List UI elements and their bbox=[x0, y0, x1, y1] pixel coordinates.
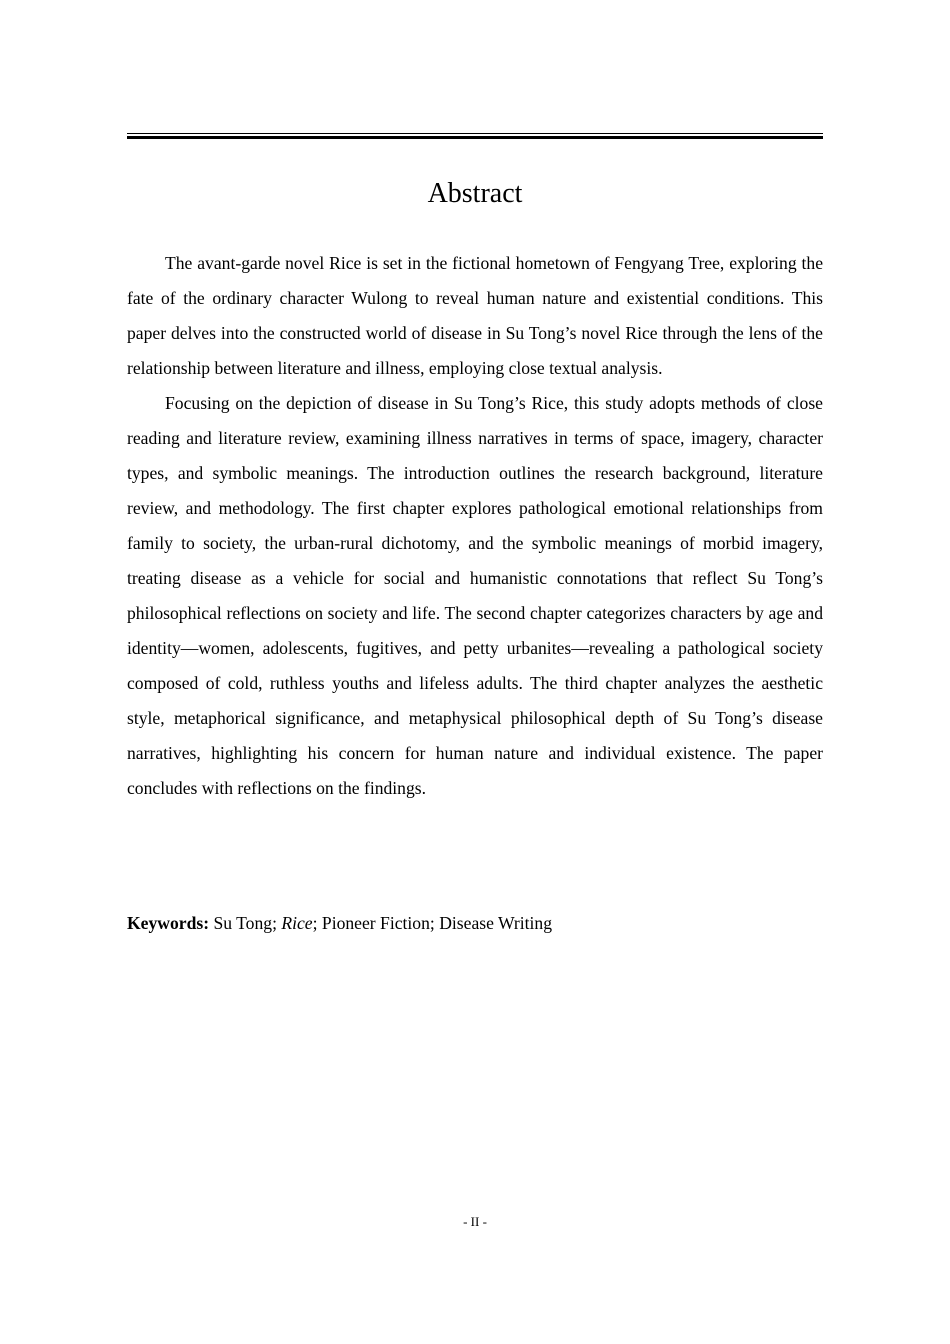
page-number: - II - bbox=[463, 1214, 487, 1229]
abstract-body bbox=[127, 246, 823, 806]
keywords-text-2: ; Pioneer Fiction; Disease Writing bbox=[312, 913, 553, 933]
keywords-label: Keywords: bbox=[127, 913, 210, 933]
abstract-paragraph-2: Focusing on the depiction of disease in Su Tong’s Rice, this study adopts methods of close reading and literature review, examining illness narratives in terms of space, imagery, character types, and symbolic meanings. The introduction outlines the research background, literature review, and methodology. The first chapter explores pathological emotional relationships from family to society, the urban-rural dichotomy, and the symbolic meanings of morbid imagery, treating disease as a vehicle for social and humanistic connotations that reflect Su Tong’s philosophical reflections on society and life. The second chapter categorizes characters by age and identity—women, adolescents, fugitives, and petty urbanites—revealing a pathological society composed of cold, ruthless youths and lifeless adults. The third chapter analyzes the aesthetic style, metaphorical significance, and metaphysical philosophical depth of Su Tong’s disease narratives, highlighting his concern for human nature and individual existence. The paper concludes with reflections on the findings. bbox=[127, 393, 823, 798]
keywords-italic-title: Rice bbox=[281, 913, 313, 933]
header-rule-thick-line bbox=[127, 136, 823, 139]
keywords-line bbox=[127, 906, 823, 941]
page-title: Abstract bbox=[427, 178, 523, 209]
header-rule-thin-line bbox=[127, 133, 823, 134]
header-double-rule bbox=[127, 133, 823, 139]
abstract-paragraph-1: The avant-garde novel Rice is set in the fictional hometown of Fengyang Tree, exploring the fate of the ordinary character Wulong to reveal human nature and existential conditions. This paper delves into the constructed world of disease in Su Tong’s novel Rice through the lens of the relationship between literature and illness, employing close textual analysis. bbox=[127, 253, 823, 378]
keywords-text-1: Su Tong; bbox=[209, 913, 282, 933]
